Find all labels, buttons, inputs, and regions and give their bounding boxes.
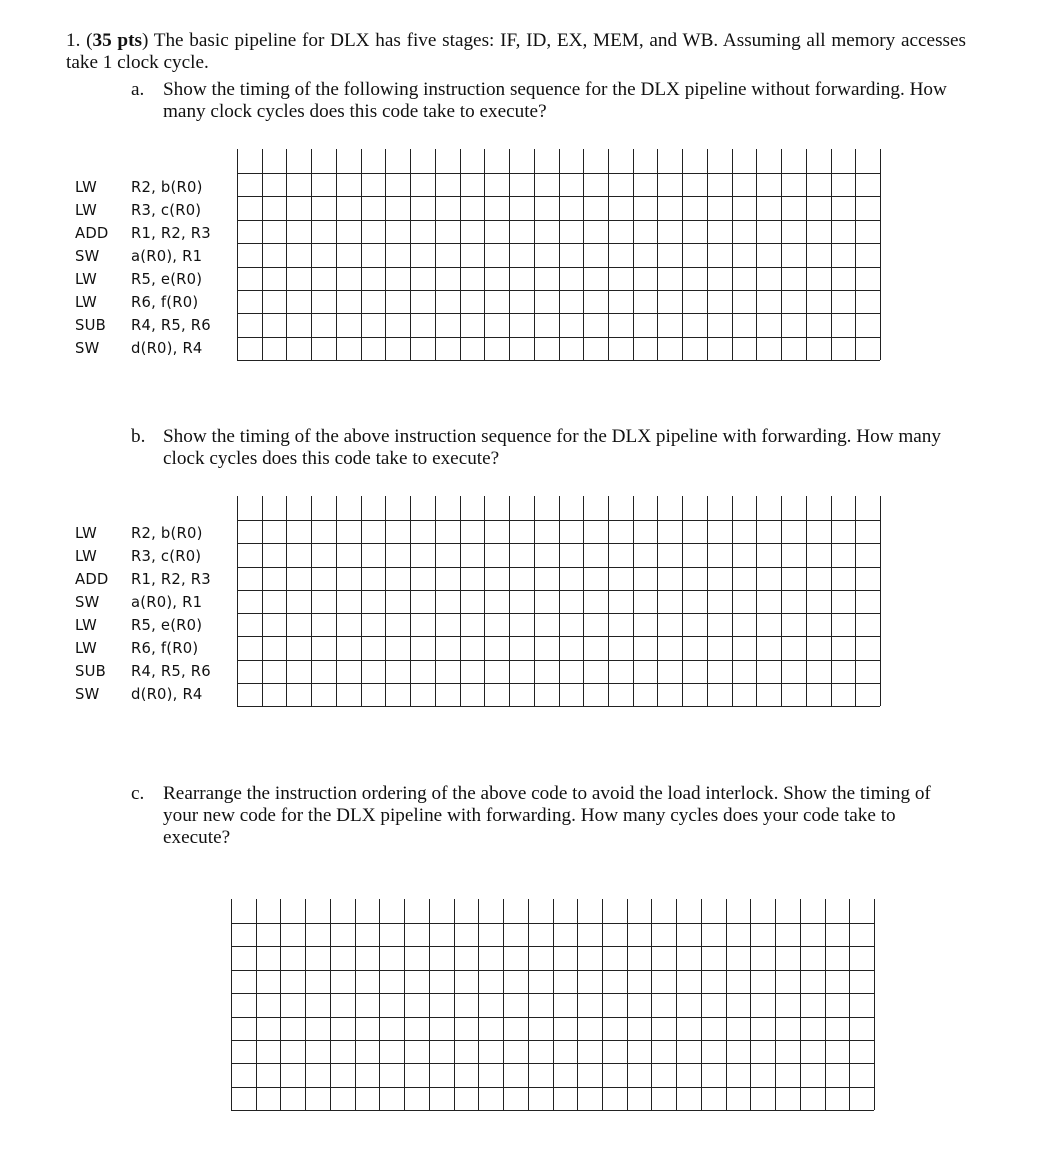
instruction-opcode: LW — [75, 525, 97, 542]
instruction-operands: R3, c(R0) — [131, 548, 202, 565]
instruction-operands: R4, R5, R6 — [131, 317, 211, 334]
instruction-operands: R3, c(R0) — [131, 202, 202, 219]
instruction-opcode: SW — [75, 686, 100, 703]
instruction-opcode: LW — [75, 202, 97, 219]
instruction-opcode: SUB — [75, 317, 106, 334]
instruction-operands: a(R0), R1 — [131, 248, 203, 265]
instruction-operands: R2, b(R0) — [131, 179, 203, 196]
part-a-letter: a. — [131, 79, 145, 100]
part-c-letter: c. — [131, 783, 145, 804]
instruction-operands: R1, R2, R3 — [131, 571, 211, 588]
part-a-text: Show the timing of the following instruction sequence for the DLX pipeline without forwarding. How many clock cycles does this code take to execute? — [163, 79, 947, 122]
instruction-opcode: SW — [75, 340, 100, 357]
instruction-opcode: ADD — [75, 225, 109, 242]
instruction-operands: R6, f(R0) — [131, 294, 199, 311]
instruction-operands: R1, R2, R3 — [131, 225, 211, 242]
part-b-text: Show the timing of the above instruction sequence for the DLX pipeline with forwarding. How many clock cycles does this code take to execute? — [163, 426, 941, 469]
instruction-opcode: LW — [75, 179, 97, 196]
instruction-opcode: SW — [75, 248, 100, 265]
instruction-operands: a(R0), R1 — [131, 594, 203, 611]
instruction-opcode: ADD — [75, 571, 109, 588]
question-number: 1. ( — [66, 30, 93, 51]
instruction-opcode: SUB — [75, 663, 106, 680]
part-b-letter: b. — [131, 426, 146, 447]
part-c-text: Rearrange the instruction ordering of the above code to avoid the load interlock. Show the timing of your new code for the DLX pipeline with forwarding. How many cycles does your code take to execute? — [163, 783, 931, 848]
instruction-opcode: LW — [75, 548, 97, 565]
instruction-opcode: LW — [75, 271, 97, 288]
question-points: 35 pts — [92, 30, 142, 51]
instruction-opcode: LW — [75, 617, 97, 634]
instruction-operands: R6, f(R0) — [131, 640, 199, 657]
instruction-operands: d(R0), R4 — [131, 340, 203, 357]
instruction-operands: R2, b(R0) — [131, 525, 203, 542]
instruction-operands: R5, e(R0) — [131, 617, 203, 634]
instruction-operands: R4, R5, R6 — [131, 663, 211, 680]
instruction-operands: R5, e(R0) — [131, 271, 203, 288]
question-intro: ) The basic pipeline for DLX has five stages: IF, ID, EX, MEM, and WB. Assuming all memory accesses take 1 clock cycle. — [66, 30, 966, 73]
instruction-opcode: LW — [75, 294, 97, 311]
instruction-operands: d(R0), R4 — [131, 686, 203, 703]
instruction-opcode: SW — [75, 594, 100, 611]
instruction-opcode: LW — [75, 640, 97, 657]
